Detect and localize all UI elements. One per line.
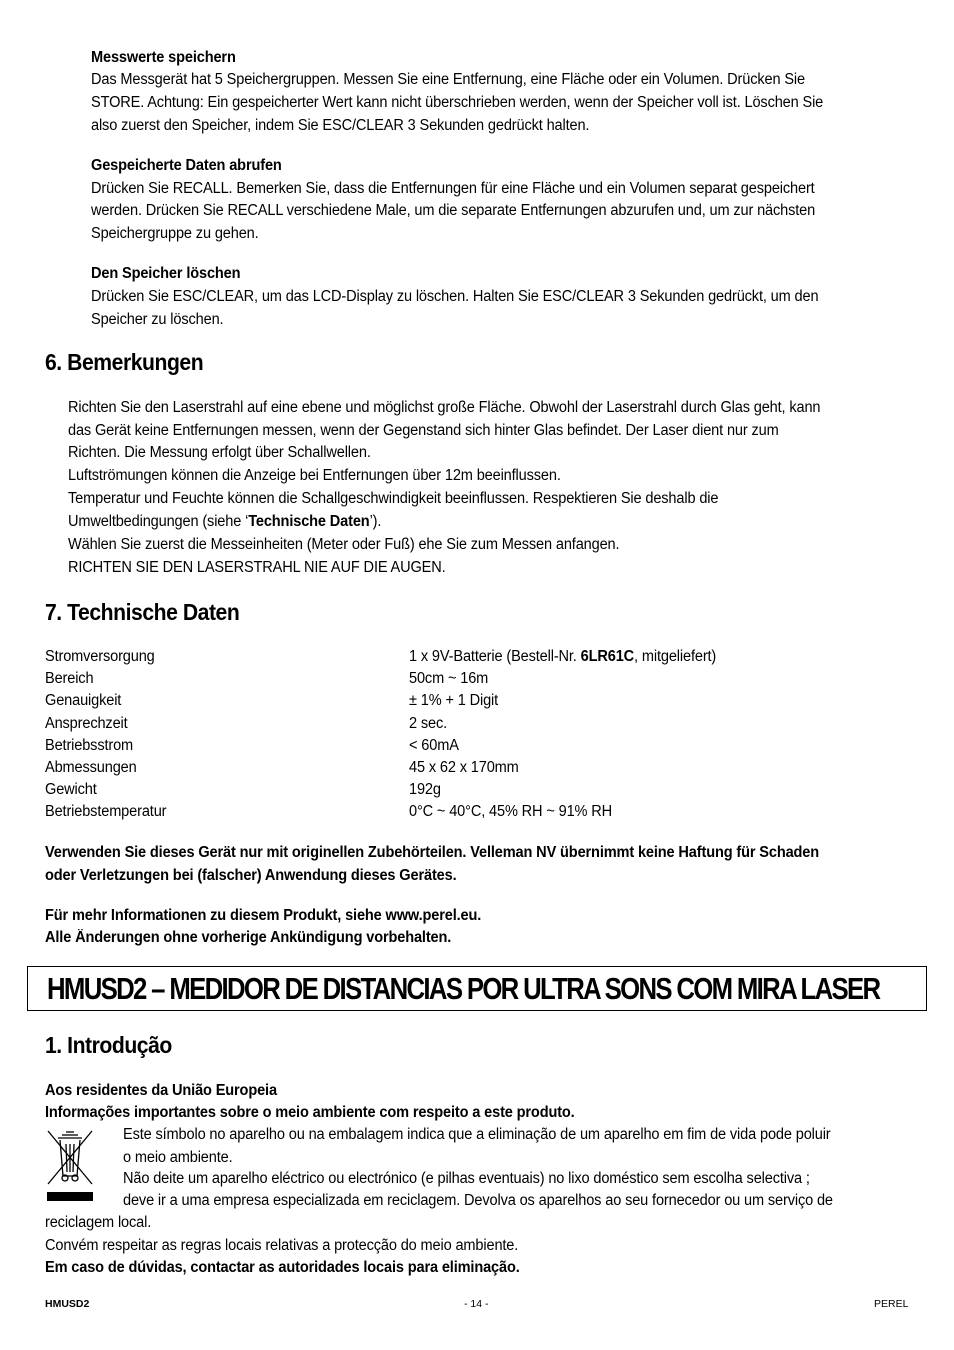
page-number: - 14 -	[464, 1298, 489, 1310]
spec-row	[45, 779, 905, 801]
paragraph-line: RICHTEN SIE DEN LASERSTRAHL NIE AUF DIE AUGEN.	[68, 559, 446, 576]
spec-label: Betriebsstrom	[45, 737, 134, 754]
spec-value: 45 x 62 x 170mm	[409, 759, 519, 776]
spec-value: 192g	[409, 781, 441, 798]
spec-label: Gewicht	[45, 781, 97, 798]
paragraph-line: deve ir a uma empresa especializada em reciclagem. Devolva os aparelhos ao seu fornecedor ou um serviço de	[123, 1192, 833, 1209]
paragraph-line: STORE. Achtung: Ein gespeicherter Wert kann nicht überschrieben werden, wenn der Speicher voll ist. Löschen Sie	[91, 94, 824, 111]
heading-store: Messwerte speichern	[91, 49, 236, 66]
spec-value: ± 1% + 1 Digit	[409, 692, 499, 709]
footer-model: HMUSD2	[45, 1298, 90, 1310]
paragraph-line: werden. Drücken Sie RECALL verschiedene Male, um die separate Entfernungen abzurufen und, um zur nächsten	[91, 202, 816, 219]
spec-row	[45, 690, 905, 712]
paragraph-line: Temperatur und Feuchte können die Schallgeschwindigkeit beeinflussen. Respektieren Sie deshalb die	[68, 490, 719, 507]
paragraph-line: Richten Sie den Laserstrahl auf eine ebene und möglichst große Fläche. Obwohl der Laserstrahl durch Glas geht, kann	[68, 399, 821, 416]
spec-row	[45, 801, 905, 823]
final-notice: Em caso de dúvidas, contactar as autoridades locais para eliminação.	[45, 1259, 520, 1276]
paragraph-line: o meio ambiente.	[123, 1149, 233, 1166]
paragraph-line: Wählen Sie zuerst die Messeinheiten (Meter oder Fuß) ehe Sie zum Messen anfangen.	[68, 536, 620, 553]
battery-model: 6LR61C	[580, 648, 635, 665]
spec-label: Ansprechzeit	[45, 715, 128, 732]
product-title-banner	[27, 966, 927, 1011]
section-title-technische-daten: 7. Technische Daten	[45, 599, 240, 625]
spec-row	[45, 735, 905, 757]
paragraph-line: Richten. Die Messung erfolgt über Schallwellen.	[68, 444, 371, 461]
footer-brand: PEREL	[874, 1298, 909, 1310]
section-title-introducao: 1. Introdução	[45, 1032, 172, 1058]
paragraph-line: Speicher zu löschen.	[91, 311, 224, 328]
paragraph-line: Não deite um aparelho eléctrico ou electrónico (e pilhas eventuais) no lixo doméstico sem escolha selectiva ;	[123, 1170, 810, 1187]
spec-row	[45, 668, 905, 690]
spec-row	[45, 757, 905, 779]
info-line: Alle Änderungen ohne vorherige Ankündigung vorbehalten.	[45, 929, 452, 946]
technische-daten-reference: Technische Daten	[248, 513, 370, 530]
weee-bin-icon	[44, 1128, 96, 1204]
paragraph-line: Este símbolo no aparelho ou na embalagem indica que a eliminação de um aparelho em fim de vida pode poluir	[123, 1126, 831, 1143]
heading-clear: Den Speicher löschen	[91, 265, 241, 282]
spec-label: Bereich	[45, 670, 94, 687]
paragraph-line: also zuerst den Speicher, indem Sie ESC/CLEAR 3 Sekunden gedrückt halten.	[91, 117, 590, 134]
spec-label: Stromversorgung	[45, 648, 155, 665]
spec-row	[45, 646, 905, 668]
section-title-bemerkungen: 6. Bemerkungen	[45, 349, 204, 375]
environment-heading: Informações importantes sobre o meio ambiente com respeito a este produto.	[45, 1104, 575, 1121]
product-title: HMUSD2 – MEDIDOR DE DISTANCIAS POR ULTRA SONS COM MIRA LASER	[47, 971, 880, 1006]
heading-recall: Gespeicherte Daten abrufen	[91, 157, 282, 174]
spec-label: Betriebstemperatur	[45, 803, 167, 820]
spec-value: 0°C ~ 40°C, 45% RH ~ 91% RH	[409, 803, 613, 820]
paragraph-line: Luftströmungen können die Anzeige bei Entfernungen über 12m beeinflussen.	[68, 467, 561, 484]
paragraph-line: Drücken Sie ESC/CLEAR, um das LCD-Display zu löschen. Halten Sie ESC/CLEAR 3 Sekunden gedrückt, um den	[91, 288, 819, 305]
paragraph-line: Drücken Sie RECALL. Bemerken Sie, dass die Entfernungen für eine Fläche und ein Volumen separat gespeichert	[91, 180, 815, 197]
paragraph-line: Das Messgerät hat 5 Speichergruppen. Messen Sie eine Entfernung, eine Fläche oder ein Volumen. Drücken Sie	[91, 71, 805, 88]
eu-residents-heading: Aos residentes da União Europeia	[45, 1082, 277, 1099]
spec-value: < 60mA	[409, 737, 459, 754]
info-line: Für mehr Informationen zu diesem Produkt, siehe www.perel.eu.	[45, 907, 482, 924]
spec-label: Genauigkeit	[45, 692, 122, 709]
warning-line: oder Verletzungen bei (falscher) Anwendung dieses Gerätes.	[45, 867, 457, 884]
paragraph-line: das Gerät keine Entfernungen messen, wenn der Gegenstand sich hinter Glas befindet. Der Laser dient nur zum	[68, 422, 779, 439]
warning-line: Verwenden Sie dieses Gerät nur mit originellen Zubehörteilen. Velleman NV übernimmt keine Haftung für Schaden	[45, 844, 820, 861]
paragraph-line: Speichergruppe zu gehen.	[91, 225, 259, 242]
spec-label: Abmessungen	[45, 759, 137, 776]
spec-row	[45, 713, 905, 735]
spec-value: 50cm ~ 16m	[409, 670, 489, 687]
spec-value: 1 x 9V-Batterie (Bestell-Nr. 6LR61C, mitgeliefert)	[409, 648, 717, 665]
paragraph-line: Umweltbedingungen (siehe ‘Technische Daten’).	[68, 513, 382, 530]
paragraph-line: Convém respeitar as regras locais relativas a protecção do meio ambiente.	[45, 1237, 519, 1254]
spec-value: 2 sec.	[409, 715, 448, 732]
paragraph-line: reciclagem local.	[45, 1214, 152, 1231]
